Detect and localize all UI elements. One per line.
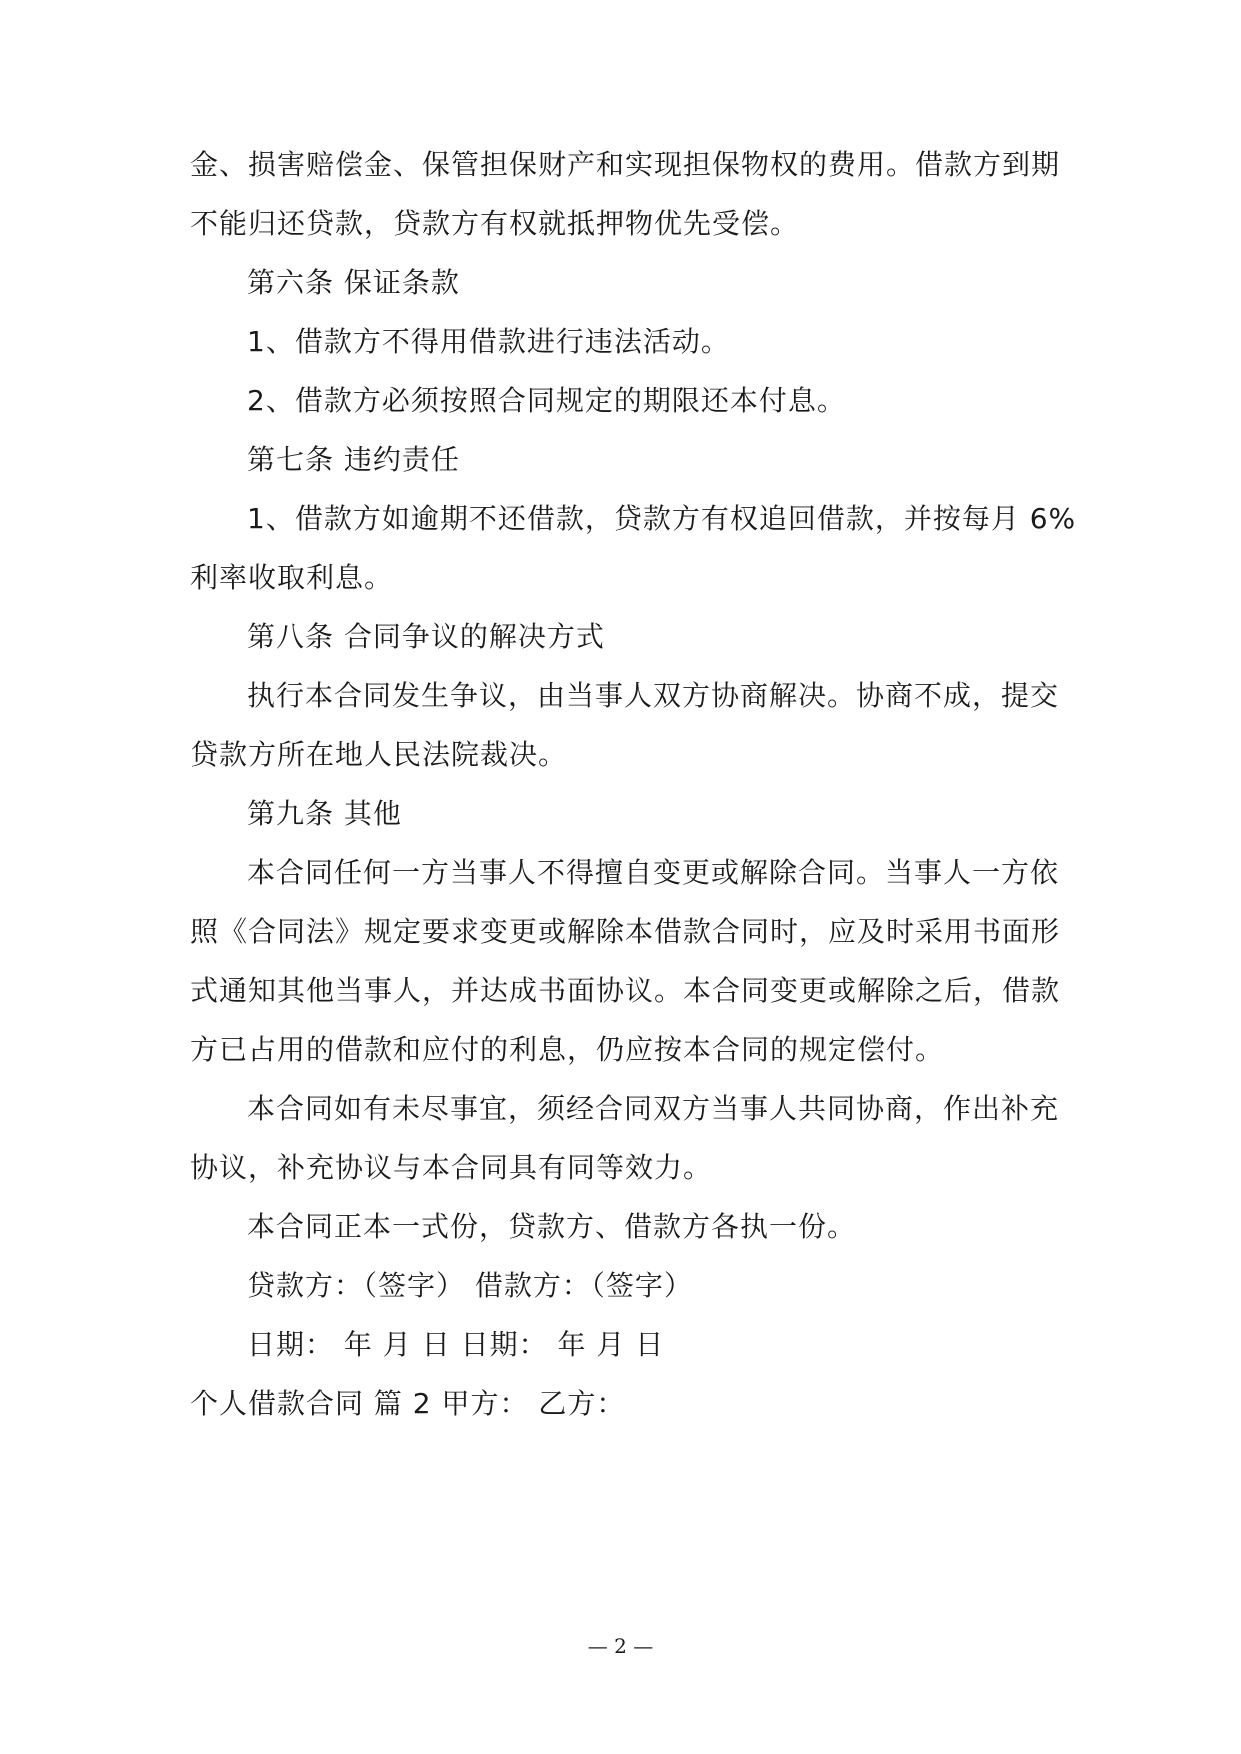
list-item: 1、借款方如逾期不还借款，贷款方有权追回借款，并按每月 6% <box>247 502 1077 535</box>
signature-line: 贷款方：（签字） 借款方：（签字） <box>247 1269 693 1302</box>
paragraph-line: 金、损害赔偿金、保管担保财产和实现担保物权的费用。借款方到期 <box>190 148 1061 181</box>
paragraph-line: 执行本合同发生争议，由当事人双方协商解决。协商不成，提交 <box>247 679 1060 712</box>
section-heading: 第九条 其他 <box>247 797 402 830</box>
next-contract-heading: 个人借款合同 篇 2 甲方： 乙方： <box>190 1387 626 1420</box>
paragraph-line: 方已占用的借款和应付的利息，仍应按本合同的规定偿付。 <box>190 1033 945 1066</box>
paragraph-line: 本合同如有未尽事宜，须经合同双方当事人共同协商，作出补充 <box>247 1092 1060 1125</box>
list-item: 1、借款方不得用借款进行违法活动。 <box>247 325 730 358</box>
paragraph-line: 协议，补充协议与本合同具有同等效力。 <box>190 1151 713 1184</box>
paragraph-line: 利率收取利息。 <box>190 561 394 594</box>
paragraph-line: 式通知其他当事人，并达成书面协议。本合同变更或解除之后，借款 <box>190 974 1061 1007</box>
paragraph-line: 不能归还贷款，贷款方有权就抵押物优先受偿。 <box>190 207 800 240</box>
paragraph-line: 本合同正本一式份，贷款方、借款方各执一份。 <box>247 1210 857 1243</box>
paragraph-line: 本合同任何一方当事人不得擅自变更或解除合同。当事人一方依 <box>247 856 1060 889</box>
section-heading: 第六条 保证条款 <box>247 266 460 299</box>
paragraph-line: 贷款方所在地人民法院裁决。 <box>190 738 568 771</box>
paragraph-line: 照《合同法》规定要求变更或解除本借款合同时，应及时采用书面形 <box>190 915 1061 948</box>
list-item: 2、借款方必须按照合同规定的期限还本付息。 <box>247 384 846 417</box>
page-number: — 2 — <box>587 1634 654 1658</box>
section-heading: 第八条 合同争议的解决方式 <box>247 620 605 653</box>
section-heading: 第七条 违约责任 <box>247 443 460 476</box>
date-line: 日期： 年 月 日 日期： 年 月 日 <box>247 1328 665 1361</box>
